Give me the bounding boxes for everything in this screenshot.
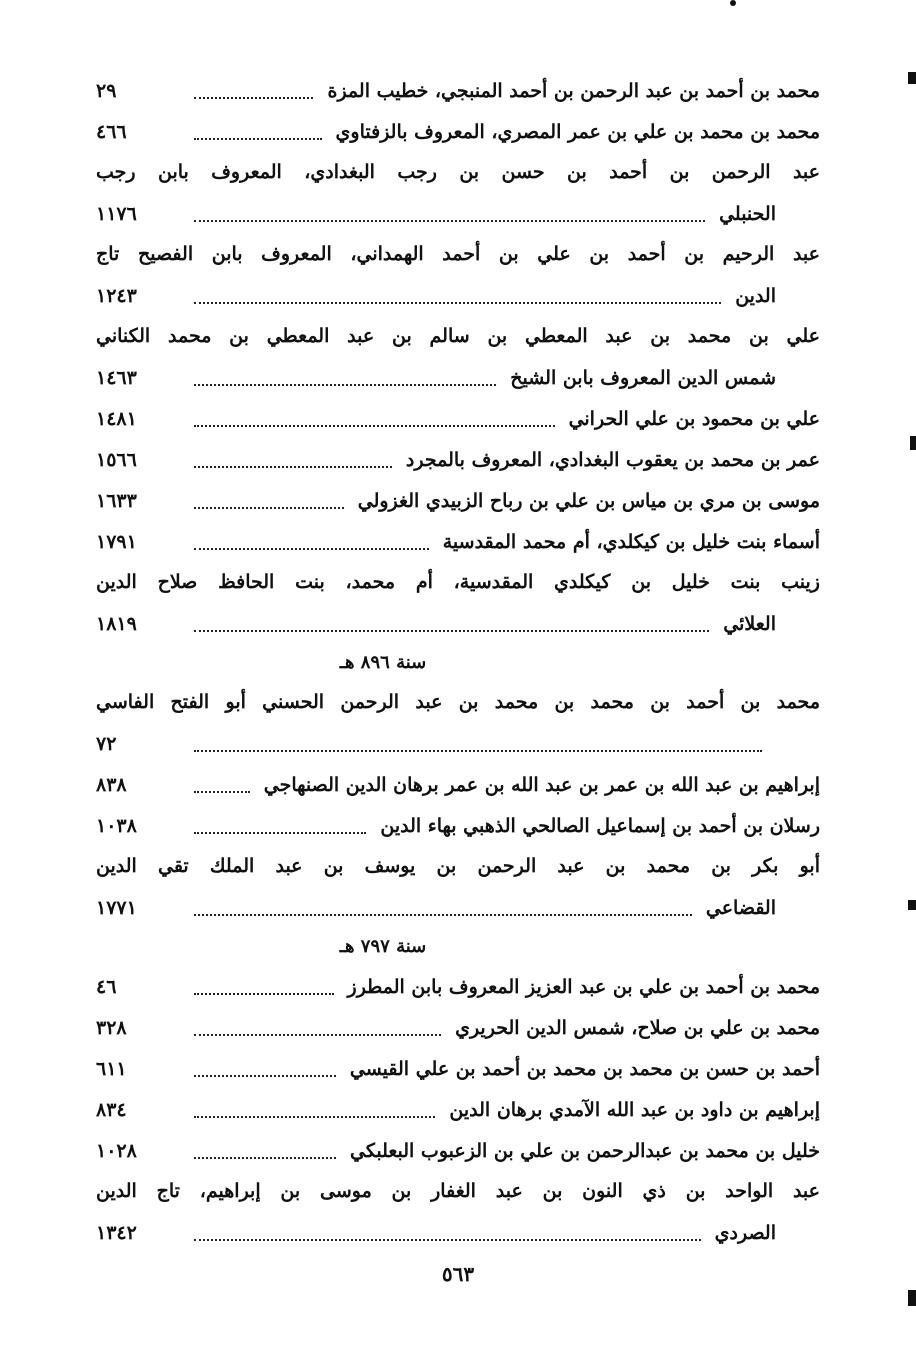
entry-last-line bbox=[96, 764, 820, 805]
entry-name-line: عبد الرحمن بن أحمد بن حسن بن رجب البغدادي، المعروف بابن رجب bbox=[96, 161, 820, 183]
entry-last-line bbox=[96, 1130, 820, 1171]
entry-name-text: الحنبلي bbox=[719, 202, 776, 225]
dot-leader bbox=[194, 750, 762, 752]
entry-last-line bbox=[96, 1048, 820, 1089]
entry-name-text: عمر بن محمد بن يعقوب البغدادي، المعروف بالمجرد bbox=[405, 448, 820, 471]
dot-leader bbox=[194, 1075, 336, 1077]
dot-leader bbox=[194, 1116, 435, 1118]
entry-name-line: علي بن محمد بن عبد المعطي بن سالم بن عبد المعطي بن محمد الكناني bbox=[96, 325, 820, 347]
dot-leader bbox=[194, 914, 692, 916]
index-entry bbox=[96, 764, 820, 805]
entry-name-text: الصردي bbox=[714, 1221, 776, 1244]
entry-last-line bbox=[96, 887, 820, 928]
dot-leader bbox=[194, 791, 250, 793]
page-reference: ١٢٤٣ bbox=[96, 284, 137, 307]
dot-leader bbox=[194, 220, 705, 222]
index-entry bbox=[96, 70, 820, 111]
page-reference: ٣٢٨ bbox=[96, 1016, 127, 1039]
entry-name-text: محمد بن أحمد بن علي بن عبد العزيز المعروف بابن المطرز bbox=[347, 975, 820, 998]
index-entry bbox=[96, 1048, 820, 1089]
entry-last-line bbox=[96, 398, 820, 439]
page-reference: ٨٣٨ bbox=[96, 773, 127, 796]
index-entry bbox=[96, 1089, 820, 1130]
page-reference: ١٠٢٨ bbox=[96, 1139, 137, 1162]
entry-last-line bbox=[96, 111, 820, 152]
dot-leader bbox=[194, 425, 555, 427]
entry-last-line bbox=[96, 521, 820, 562]
page-reference: ١١٧٦ bbox=[96, 202, 137, 225]
entry-name-text: إبراهيم بن داود بن عبد الله الآمدي برهان الدين bbox=[449, 1098, 820, 1121]
year-heading: سنة ٨٩٦ هـ bbox=[339, 652, 427, 673]
index-entry bbox=[96, 480, 820, 521]
index-entry bbox=[96, 562, 820, 644]
index-entry bbox=[96, 1130, 820, 1171]
entry-last-line bbox=[96, 1212, 820, 1253]
page-reference: ١٤٨١ bbox=[96, 407, 137, 430]
entry-last-line bbox=[96, 1007, 820, 1048]
entry-last-line bbox=[96, 275, 820, 316]
page-reference: ١٨١٩ bbox=[96, 612, 137, 635]
entry-name-text: خليل بن محمد بن عبدالرحمن بن علي بن الزعبوب البعلبكي bbox=[350, 1139, 820, 1162]
scan-edge-mark bbox=[908, 900, 916, 910]
index-entry bbox=[96, 682, 820, 764]
scan-edge-mark bbox=[908, 1290, 916, 1306]
dot-leader bbox=[194, 97, 313, 99]
page-reference: ٧٢ bbox=[96, 732, 117, 755]
dot-leader bbox=[194, 507, 344, 509]
entry-name-line: عبد الرحيم بن أحمد بن علي بن أحمد الهمداني، المعروف بابن الفصيح تاج bbox=[96, 243, 820, 265]
entry-name-text: رسلان بن أحمد بن إسماعيل الصالحي الذهبي بهاء الدين bbox=[380, 814, 820, 837]
dot-leader bbox=[194, 1157, 336, 1159]
entry-name-line: عبد الواحد بن ذي النون بن عبد الغفار بن موسى بن إبراهيم، تاج الدين bbox=[96, 1180, 820, 1202]
year-heading: سنة ٧٩٧ هـ bbox=[339, 936, 427, 957]
page-reference: ١٧٩١ bbox=[96, 530, 137, 553]
index-entry bbox=[96, 316, 820, 398]
entry-name-line: محمد بن أحمد بن محمد بن محمد بن عبد الرحمن الحسني أبو الفتح الفاسي bbox=[96, 691, 820, 713]
entry-last-line bbox=[96, 193, 820, 234]
dot-leader bbox=[194, 1239, 701, 1241]
entry-name-text: القضاعي bbox=[705, 896, 776, 919]
dot-leader bbox=[194, 138, 322, 140]
index-entry bbox=[96, 1007, 820, 1048]
entry-name-text: أسماء بنت خليل بن كيكلدي، أم محمد المقدسية bbox=[442, 530, 820, 553]
dot-leader bbox=[194, 630, 709, 632]
dot-leader bbox=[194, 832, 366, 834]
index-entry bbox=[96, 846, 820, 928]
page-reference: ١٤٦٣ bbox=[96, 366, 137, 389]
page-reference: ١٥٦٦ bbox=[96, 448, 137, 471]
index-entry bbox=[96, 521, 820, 562]
index-page bbox=[96, 70, 820, 1253]
page-number: ٥٦٣ bbox=[441, 1262, 475, 1286]
page-reference: ٦١١ bbox=[96, 1057, 127, 1080]
entry-name-text: شمس الدين المعروف بابن الشيخ bbox=[510, 366, 776, 389]
entry-name-text: محمد بن أحمد بن عبد الرحمن بن أحمد المنبجي، خطيب المزة bbox=[327, 79, 820, 102]
scan-edge-mark bbox=[908, 72, 916, 84]
entry-name-text: علي بن محمود بن علي الحراني bbox=[568, 407, 820, 430]
index-entry bbox=[96, 966, 820, 1007]
entry-name-line: زينب بنت خليل بن كيكلدي المقدسية، أم محمد، بنت الحافظ صلاح الدين bbox=[96, 571, 820, 593]
entry-name-text: العلائي bbox=[723, 612, 776, 635]
index-entry bbox=[96, 398, 820, 439]
entry-name-text: الدين bbox=[735, 284, 776, 307]
entry-last-line bbox=[96, 357, 820, 398]
dot-leader bbox=[194, 384, 496, 386]
entry-last-line bbox=[96, 966, 820, 1007]
page-reference: ١٠٣٨ bbox=[96, 814, 137, 837]
entry-name-text: محمد بن علي بن صلاح، شمس الدين الحريري bbox=[455, 1016, 820, 1039]
entry-last-line bbox=[96, 70, 820, 111]
index-entry bbox=[96, 152, 820, 234]
index-entry bbox=[96, 439, 820, 480]
dot-leader bbox=[194, 466, 392, 468]
entry-last-line bbox=[96, 480, 820, 521]
entry-last-line bbox=[96, 1089, 820, 1130]
page-reference: ٤٦ bbox=[96, 975, 117, 998]
scan-edge-mark bbox=[910, 436, 916, 450]
page-reference: ١٧٧١ bbox=[96, 896, 137, 919]
index-entry bbox=[96, 805, 820, 846]
page-reference: ٨٣٤ bbox=[96, 1098, 127, 1121]
entry-last-line bbox=[96, 603, 820, 644]
page-reference: ٤٦٦ bbox=[96, 120, 127, 143]
dot-leader bbox=[194, 1034, 441, 1036]
entry-name-text: أحمد بن حسن بن محمد بن محمد بن أحمد بن علي القيسي bbox=[349, 1057, 820, 1080]
page-reference: ٢٩ bbox=[96, 79, 117, 102]
entry-name-text: موسى بن مري بن مياس بن علي بن رباح الزبيدي الغزولي bbox=[357, 489, 820, 512]
scan-edge-mark bbox=[730, 0, 736, 6]
entry-last-line bbox=[96, 723, 820, 764]
entry-name-line: أبو بكر بن محمد بن عبد الرحمن بن يوسف بن عبد الملك تقي الدين bbox=[96, 855, 820, 877]
page-reference: ١٣٤٢ bbox=[96, 1221, 137, 1244]
index-entry bbox=[96, 234, 820, 316]
entry-name-text: محمد بن محمد بن علي بن عمر المصري، المعروف بالزفتاوي bbox=[335, 120, 820, 143]
index-entry bbox=[96, 1171, 820, 1253]
dot-leader bbox=[194, 548, 429, 550]
entry-last-line bbox=[96, 439, 820, 480]
dot-leader bbox=[194, 302, 721, 304]
page-reference: ١٦٣٣ bbox=[96, 489, 137, 512]
index-entry bbox=[96, 111, 820, 152]
dot-leader bbox=[194, 993, 334, 995]
entry-last-line bbox=[96, 805, 820, 846]
entry-name-text: إبراهيم بن عبد الله بن عمر بن عبد الله بن عمر برهان الدين الصنهاجي bbox=[263, 773, 820, 796]
